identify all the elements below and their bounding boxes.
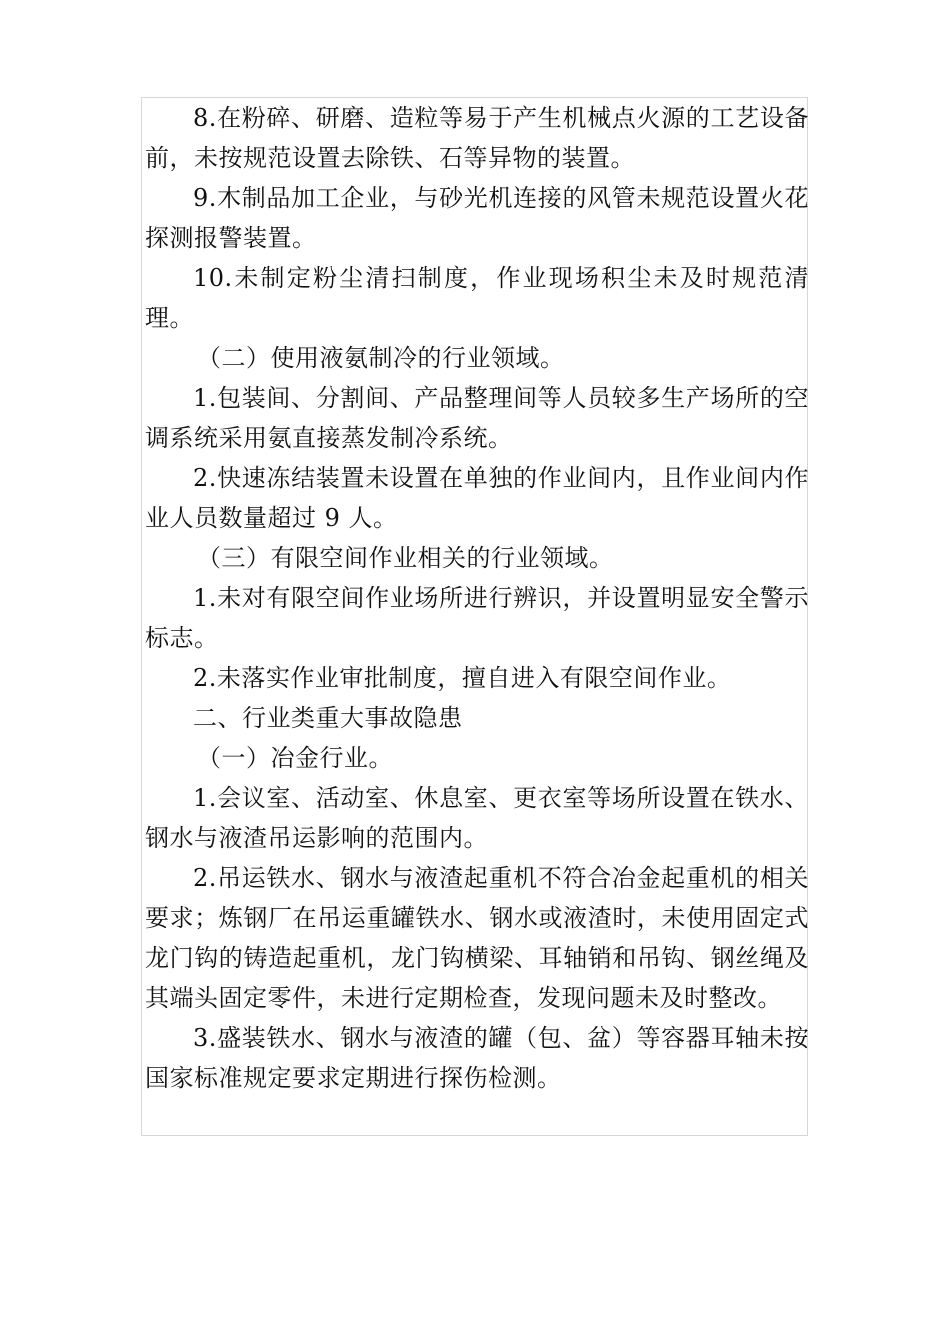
paragraph-item-10: 10.未制定粉尘清扫制度，作业现场积尘未及时规范清理。	[145, 264, 809, 332]
paragraph-metallurgy-item-2: 2.吊运铁水、钢水与液渣起重机不符合冶金起重机的相关要求；炼钢厂在吊运重罐铁水、钢水或液渣时，未使用固定式龙门钩的铸造起重机，龙门钩横梁、耳轴销和吊钩、钢丝绳及其端头固定零件，未进行定期检查，发现问题未及时整改。	[145, 864, 809, 1012]
section-heading-ammonia-refrigeration: （二）使用液氨制冷的行业领域。	[197, 344, 565, 372]
document-body	[145, 98, 809, 1098]
paragraph-confined-item-1: 1.未对有限空间作业场所进行辨识，并设置明显安全警示标志。	[145, 584, 809, 652]
paragraph-confined-item-2: 2.未落实作业审批制度，擅自进入有限空间作业。	[193, 664, 732, 692]
paragraph-ammonia-item-1: 1.包装间、分割间、产品整理间等人员较多生产场所的空调系统采用氨直接蒸发制冷系统。	[145, 384, 809, 452]
paragraph-ammonia-item-2: 2.快速冻结装置未设置在单独的作业间内，且作业间内作业人员数量超过 9 人。	[145, 464, 809, 532]
paragraph-metallurgy-item-1: 1.会议室、活动室、休息室、更衣室等场所设置在铁水、钢水与液渣吊运影响的范围内。	[145, 784, 809, 852]
section-heading-metallurgy: （一）冶金行业。	[197, 744, 393, 772]
paragraph-item-8: 8.在粉碎、研磨、造粒等易于产生机械点火源的工艺设备前，未按规范设置去除铁、石等异物的装置。	[145, 104, 809, 172]
paragraph-metallurgy-item-3: 3.盛装铁水、钢水与液渣的罐（包、盆）等容器耳轴未按国家标准规定要求定期进行探伤检测。	[145, 1024, 809, 1092]
chapter-heading-industry-hazards: 二、行业类重大事故隐患	[193, 704, 463, 732]
paragraph-item-9: 9.木制品加工企业，与砂光机连接的风管未规范设置火花探测报警装置。	[145, 184, 809, 252]
section-heading-confined-space: （三）有限空间作业相关的行业领域。	[197, 544, 614, 572]
